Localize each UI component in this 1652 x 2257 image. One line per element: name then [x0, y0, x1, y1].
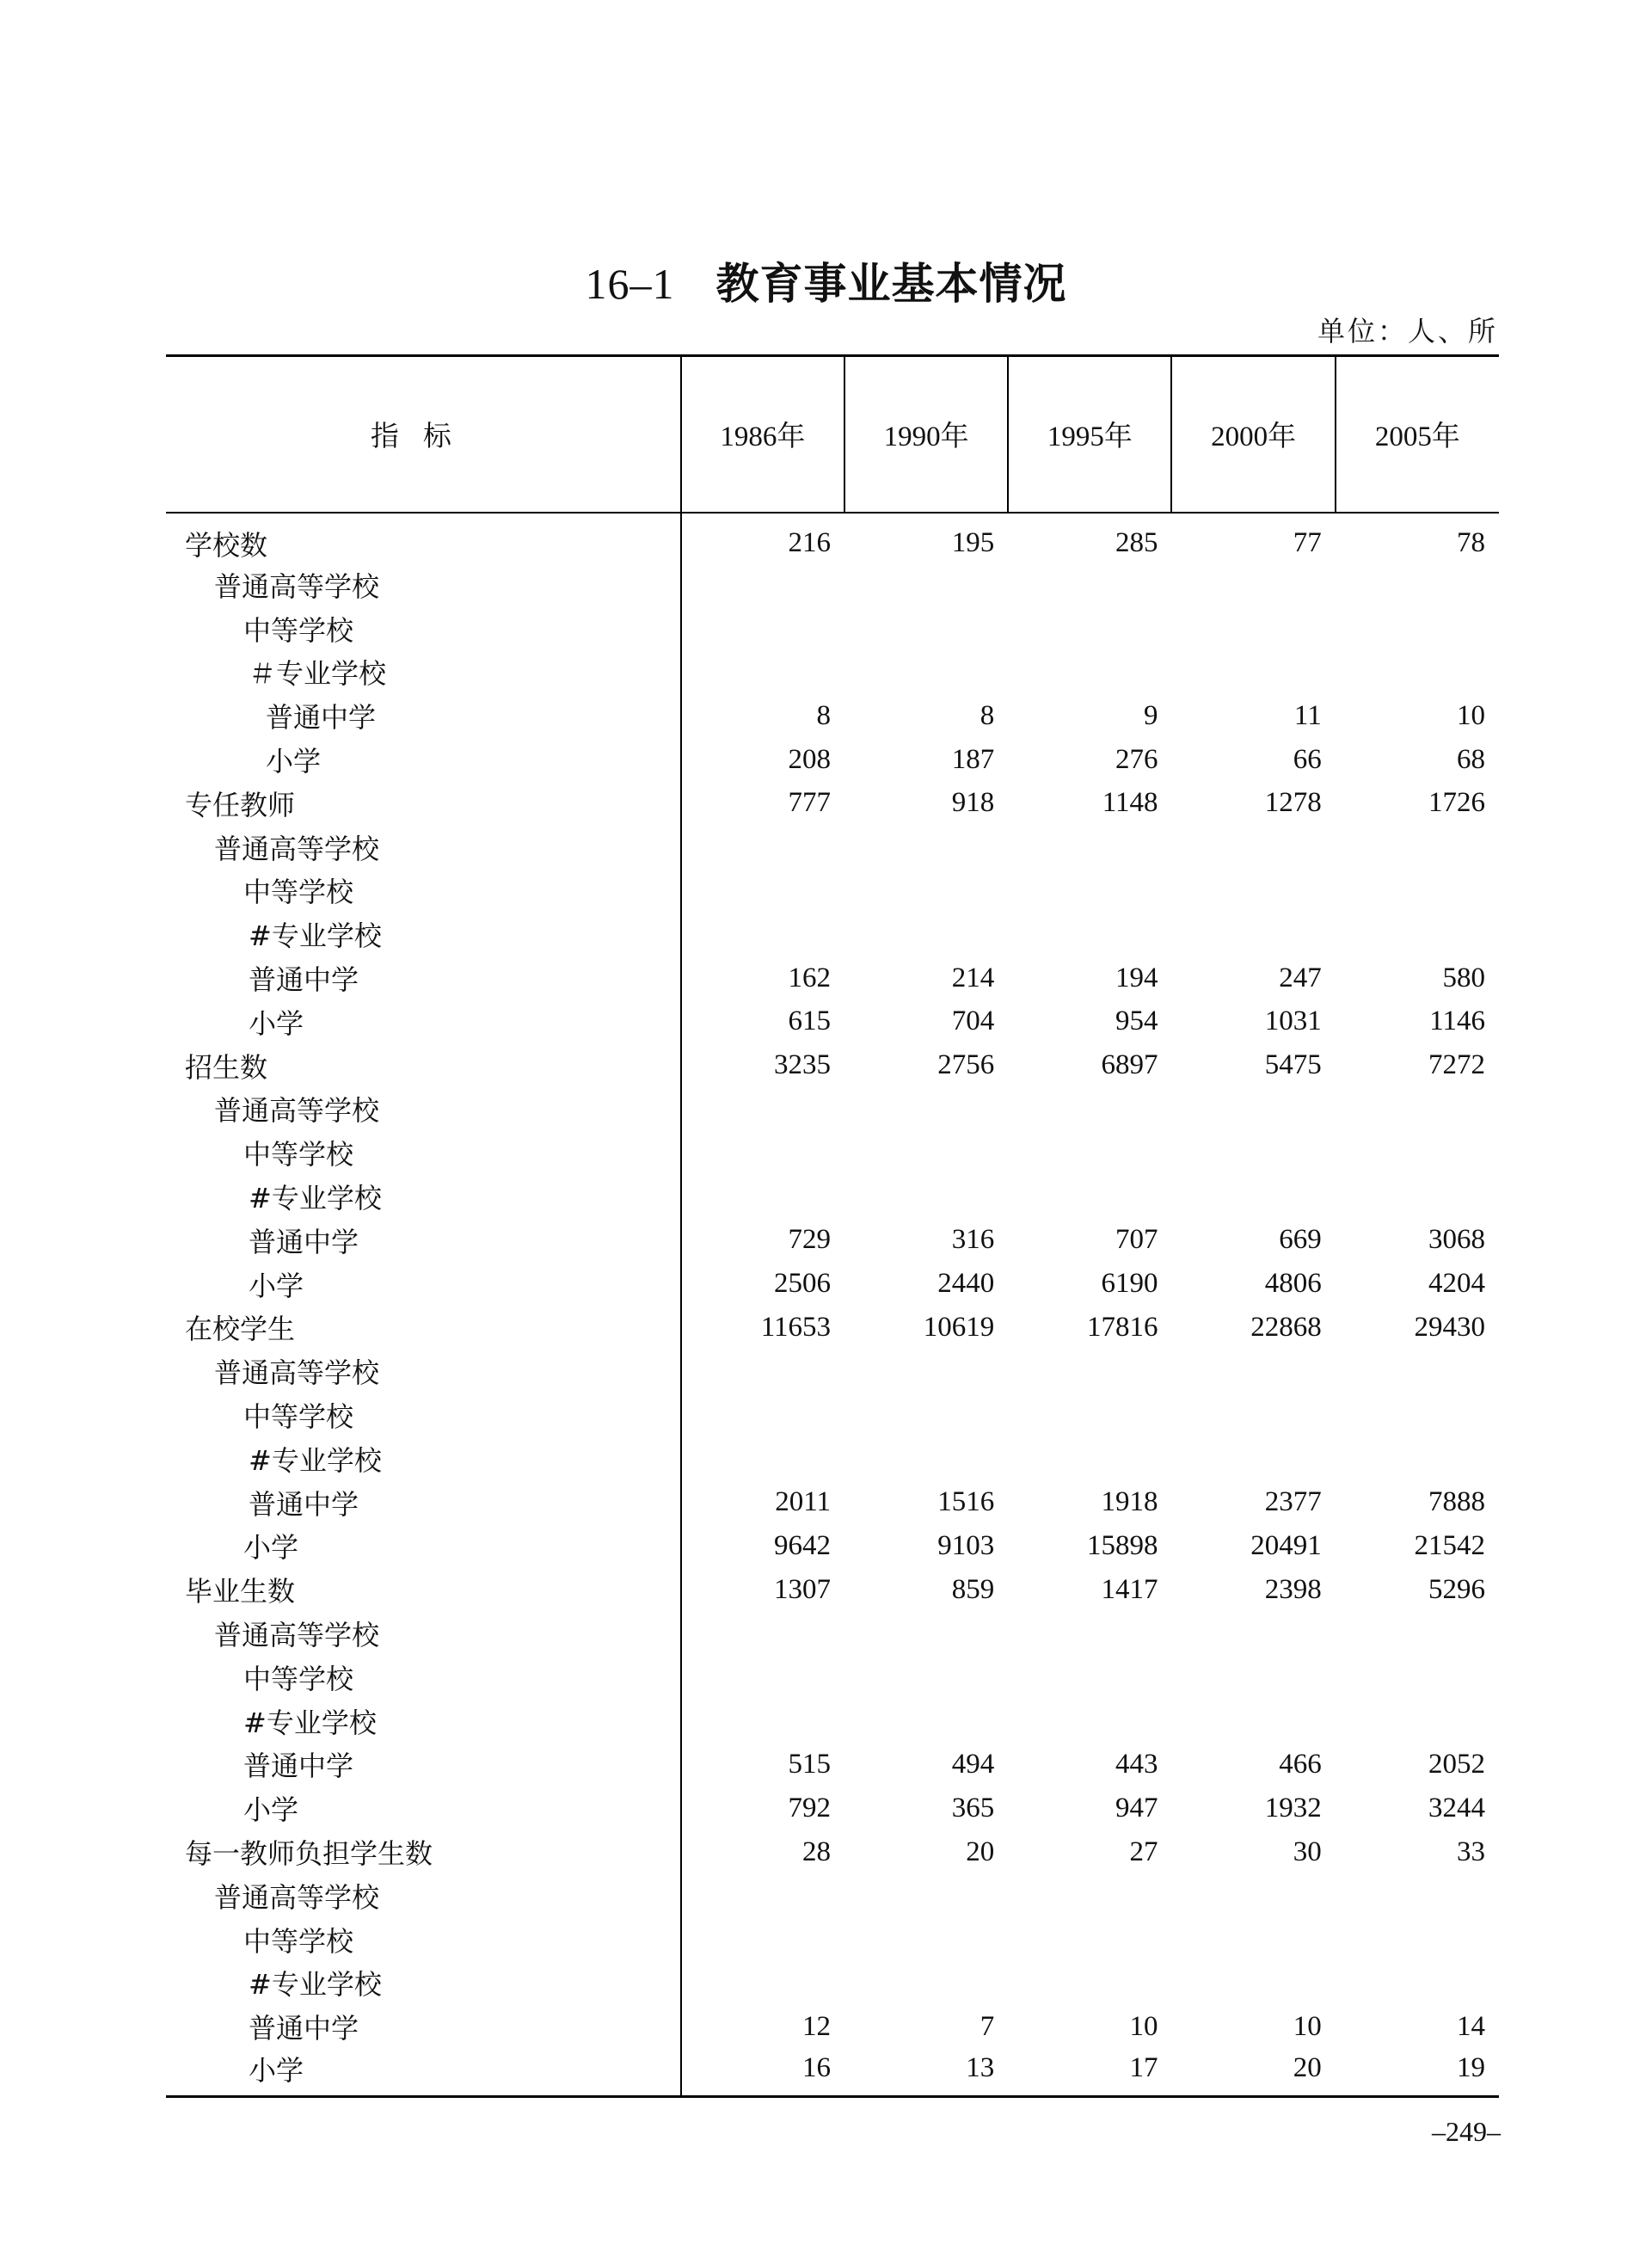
- cell-value: 859: [951, 1573, 995, 1605]
- table-number: 16–1: [585, 260, 675, 308]
- table-row: [166, 606, 1499, 650]
- cell-value: 20491: [1250, 1529, 1322, 1561]
- cell-value: [681, 1699, 844, 1743]
- table-row: [166, 1655, 1499, 1699]
- table-row: [166, 999, 1499, 1043]
- table-row: [166, 869, 1499, 913]
- cell-value: 1932: [1264, 1792, 1322, 1823]
- table-row: [166, 1306, 1499, 1350]
- cell-value: [1171, 825, 1335, 869]
- table-row: [166, 738, 1499, 782]
- cell-value: 187: [951, 743, 995, 775]
- table-row: [166, 1218, 1499, 1262]
- cell-value: 365: [951, 1792, 995, 1823]
- page-number: –249–: [1432, 2116, 1501, 2147]
- cell-value: 247: [1279, 962, 1322, 993]
- cell-value: [1008, 1087, 1171, 1131]
- cell-value: [681, 1087, 844, 1131]
- cell-value: 4204: [1428, 1268, 1485, 1300]
- cell-value: [1008, 825, 1171, 869]
- cell-value: 29430: [1414, 1311, 1485, 1343]
- table-row: [166, 1175, 1499, 1219]
- row-label: 毕业生数: [166, 1568, 681, 1612]
- cell-value: 8: [816, 699, 831, 731]
- cell-value: 4806: [1264, 1268, 1322, 1300]
- row-label: 每一教师负担学生数: [166, 1830, 681, 1874]
- cell-value: [1171, 1961, 1335, 2005]
- cell-value: [681, 1436, 844, 1480]
- cell-value: 792: [788, 1792, 831, 1823]
- cell-value: [1171, 1350, 1335, 1393]
- row-label: #专业学校: [166, 1961, 681, 2005]
- cell-value: [844, 1436, 1008, 1480]
- row-label: #专业学校: [166, 913, 681, 956]
- table-row: [166, 2005, 1499, 2049]
- cell-value: [844, 650, 1008, 694]
- row-label: 中等学校: [166, 1131, 681, 1175]
- cell-value: [1008, 606, 1171, 650]
- cell-value: 1726: [1428, 787, 1485, 819]
- row-label: 普通中学: [166, 1218, 681, 1262]
- cell-value: [681, 1655, 844, 1699]
- cell-value: 10: [1129, 2010, 1158, 2042]
- cell-value: [1336, 913, 1499, 956]
- cell-value: 1146: [1429, 1006, 1485, 1037]
- table-row: [166, 913, 1499, 956]
- table-row: [166, 1699, 1499, 1743]
- row-label: 普通中学: [166, 1743, 681, 1787]
- cell-value: 1278: [1264, 787, 1322, 819]
- cell-value: [681, 913, 844, 956]
- cell-value: 78: [1457, 527, 1485, 558]
- table-row: [166, 694, 1499, 738]
- cell-value: [1008, 650, 1171, 694]
- cell-value: [1171, 1612, 1335, 1656]
- cell-value: 466: [1279, 1748, 1322, 1780]
- cell-value: [1008, 1131, 1171, 1175]
- header-indicator: 指标: [166, 356, 681, 513]
- cell-value: 443: [1115, 1748, 1158, 1780]
- cell-value: [1171, 563, 1335, 607]
- cell-value: [1171, 1699, 1335, 1743]
- cell-value: 13: [844, 2049, 1008, 2097]
- cell-value: 615: [788, 1006, 831, 1037]
- cell-value: 494: [951, 1748, 995, 1780]
- cell-value: [1171, 1393, 1335, 1437]
- table-row: [166, 825, 1499, 869]
- table-row: [166, 563, 1499, 607]
- cell-value: [1008, 1873, 1171, 1917]
- cell-value: [1336, 1131, 1499, 1175]
- cell-value: [1008, 1612, 1171, 1656]
- table-row: [166, 1043, 1499, 1087]
- table-row: [166, 1873, 1499, 1917]
- cell-value: 9103: [937, 1529, 995, 1561]
- cell-value: 918: [951, 787, 995, 819]
- cell-value: 2440: [937, 1268, 995, 1300]
- cell-value: 947: [1115, 1792, 1158, 1823]
- cell-value: [1336, 1699, 1499, 1743]
- table-row: [166, 1612, 1499, 1656]
- cell-value: 5475: [1264, 1049, 1322, 1081]
- cell-value: 3244: [1428, 1792, 1485, 1823]
- cell-value: [844, 869, 1008, 913]
- cell-value: [1008, 563, 1171, 607]
- cell-value: [681, 825, 844, 869]
- cell-value: [681, 650, 844, 694]
- cell-value: 6897: [1101, 1049, 1158, 1081]
- table-row: [166, 1480, 1499, 1524]
- row-label: 普通高等学校: [166, 1350, 681, 1393]
- row-label: 学校数: [166, 513, 681, 563]
- cell-value: [844, 1961, 1008, 2005]
- cell-value: [844, 1393, 1008, 1437]
- cell-value: 216: [788, 527, 831, 558]
- header-row: [166, 356, 1499, 513]
- cell-value: [844, 913, 1008, 956]
- cell-value: 194: [1115, 962, 1158, 993]
- row-label: ＃专业学校: [166, 650, 681, 694]
- header-year: 1990年: [844, 356, 1008, 513]
- cell-value: [1171, 913, 1335, 956]
- cell-value: [1171, 1087, 1335, 1131]
- cell-value: [1171, 1873, 1335, 1917]
- cell-value: 16: [681, 2049, 844, 2097]
- cell-value: [681, 606, 844, 650]
- cell-value: 12: [802, 2010, 831, 2042]
- cell-value: [844, 606, 1008, 650]
- cell-value: [844, 1131, 1008, 1175]
- cell-value: [1171, 1655, 1335, 1699]
- cell-value: 276: [1115, 743, 1158, 775]
- cell-value: [1171, 1131, 1335, 1175]
- cell-value: [1171, 650, 1335, 694]
- row-label: 中等学校: [166, 606, 681, 650]
- cell-value: [681, 1393, 844, 1437]
- table-row: [166, 956, 1499, 1000]
- cell-value: [681, 1131, 844, 1175]
- cell-value: 580: [1442, 962, 1485, 993]
- table-row: [166, 781, 1499, 825]
- cell-value: [1336, 1393, 1499, 1437]
- cell-value: [681, 1175, 844, 1219]
- cell-value: [1336, 1612, 1499, 1656]
- cell-value: [1008, 869, 1171, 913]
- cell-value: 68: [1457, 743, 1485, 775]
- unit-label: 单位：人、所: [1317, 315, 1498, 347]
- table-row: [166, 2049, 1499, 2097]
- cell-value: [681, 1873, 844, 1917]
- row-label: 普通中学: [166, 2005, 681, 2049]
- table-row: [166, 1350, 1499, 1393]
- cell-value: 2398: [1264, 1573, 1322, 1605]
- cell-value: [681, 1961, 844, 2005]
- cell-value: 11: [1293, 699, 1322, 731]
- table-row: [166, 1436, 1499, 1480]
- row-label: 小学: [166, 1524, 681, 1568]
- row-label: 普通高等学校: [166, 825, 681, 869]
- cell-value: [1008, 1436, 1171, 1480]
- cell-value: [1336, 1350, 1499, 1393]
- row-label: 小学: [166, 1787, 681, 1830]
- row-label: 普通高等学校: [166, 563, 681, 607]
- row-label: 普通中学: [166, 956, 681, 1000]
- table-row: [166, 1830, 1499, 1874]
- cell-value: 17: [1008, 2049, 1171, 2097]
- cell-value: 704: [951, 1006, 995, 1037]
- table-row: [166, 1568, 1499, 1612]
- cell-value: 77: [1293, 527, 1322, 558]
- cell-value: [844, 1612, 1008, 1656]
- cell-value: 1417: [1101, 1573, 1158, 1605]
- table-row: [166, 1087, 1499, 1131]
- table-row: [166, 1743, 1499, 1787]
- cell-value: 3068: [1428, 1224, 1485, 1256]
- cell-value: [1336, 869, 1499, 913]
- cell-value: 1516: [937, 1486, 995, 1518]
- cell-value: 729: [788, 1224, 831, 1256]
- cell-value: [1008, 1350, 1171, 1393]
- row-label: 普通高等学校: [166, 1873, 681, 1917]
- cell-value: 21542: [1414, 1529, 1485, 1561]
- cell-value: 10: [1293, 2010, 1322, 2042]
- table-row: [166, 1393, 1499, 1437]
- cell-value: 2756: [937, 1049, 995, 1081]
- cell-value: 7: [980, 2010, 995, 2042]
- cell-value: [1171, 606, 1335, 650]
- cell-value: 1918: [1101, 1486, 1158, 1518]
- row-label: 中等学校: [166, 1917, 681, 1961]
- cell-value: 214: [951, 962, 995, 993]
- cell-value: [1336, 606, 1499, 650]
- cell-value: [844, 563, 1008, 607]
- cell-value: [1008, 1655, 1171, 1699]
- cell-value: [1336, 1175, 1499, 1219]
- table-row: [166, 1524, 1499, 1568]
- cell-value: 9: [1143, 699, 1158, 731]
- header-year: 2005年: [1336, 356, 1499, 513]
- cell-value: 285: [1115, 527, 1158, 558]
- cell-value: [844, 1917, 1008, 1961]
- cell-value: 316: [951, 1224, 995, 1256]
- cell-value: [1336, 1917, 1499, 1961]
- cell-value: 7272: [1428, 1049, 1485, 1081]
- cell-value: [844, 1350, 1008, 1393]
- table-row: [166, 513, 1499, 563]
- statistics-table: [166, 354, 1499, 2098]
- table-row: [166, 1961, 1499, 2005]
- row-label: #专业学校: [166, 1175, 681, 1219]
- cell-value: [681, 1350, 844, 1393]
- cell-value: [1336, 1436, 1499, 1480]
- cell-value: [844, 1699, 1008, 1743]
- cell-value: [844, 1873, 1008, 1917]
- table-body: [166, 513, 1499, 2097]
- cell-value: 6190: [1101, 1268, 1158, 1300]
- cell-value: [1336, 563, 1499, 607]
- cell-value: 195: [951, 527, 995, 558]
- header-year: 1995年: [1008, 356, 1171, 513]
- row-label: #专业学校: [166, 1436, 681, 1480]
- cell-value: 33: [1457, 1836, 1485, 1867]
- cell-value: 954: [1115, 1006, 1158, 1037]
- cell-value: [1336, 1961, 1499, 2005]
- page-title: [0, 249, 1652, 311]
- row-label: 中等学校: [166, 1393, 681, 1437]
- cell-value: [1171, 1175, 1335, 1219]
- cell-value: 20: [966, 1836, 995, 1867]
- cell-value: [1336, 1087, 1499, 1131]
- cell-value: 17816: [1086, 1311, 1158, 1343]
- cell-value: [1336, 1873, 1499, 1917]
- cell-value: [681, 1917, 844, 1961]
- cell-value: [1171, 869, 1335, 913]
- cell-value: 10: [1457, 699, 1485, 731]
- cell-value: 3235: [774, 1049, 831, 1081]
- cell-value: [844, 825, 1008, 869]
- table-row: [166, 1262, 1499, 1306]
- cell-value: [1171, 1917, 1335, 1961]
- table-row: [166, 650, 1499, 694]
- cell-value: 2052: [1428, 1748, 1485, 1780]
- row-label: 普通中学: [166, 694, 681, 738]
- row-label: 专任教师: [166, 781, 681, 825]
- cell-value: 10619: [923, 1311, 995, 1343]
- cell-value: 27: [1129, 1836, 1158, 1867]
- cell-value: 707: [1115, 1224, 1158, 1256]
- row-label: 普通高等学校: [166, 1612, 681, 1656]
- cell-value: 777: [788, 787, 831, 819]
- cell-value: 669: [1279, 1224, 1322, 1256]
- cell-value: [681, 1612, 844, 1656]
- cell-value: [1008, 1175, 1171, 1219]
- cell-value: [844, 1087, 1008, 1131]
- cell-value: 2011: [775, 1486, 831, 1518]
- cell-value: 11653: [760, 1311, 831, 1343]
- cell-value: 28: [802, 1836, 831, 1867]
- cell-value: 162: [788, 962, 831, 993]
- cell-value: 19: [1336, 2049, 1499, 2097]
- cell-value: 5296: [1428, 1573, 1485, 1605]
- cell-value: [844, 1655, 1008, 1699]
- row-label: 中等学校: [166, 1655, 681, 1699]
- cell-value: 8: [980, 699, 995, 731]
- cell-value: 14: [1457, 2010, 1485, 2042]
- cell-value: [1008, 1917, 1171, 1961]
- cell-value: [844, 1175, 1008, 1219]
- cell-value: [1008, 1393, 1171, 1437]
- header-year: 1986年: [681, 356, 844, 513]
- row-label: 普通高等学校: [166, 1087, 681, 1131]
- row-label: 中等学校: [166, 869, 681, 913]
- cell-value: [1336, 1655, 1499, 1699]
- cell-value: 1148: [1102, 787, 1158, 819]
- row-label: 小学: [166, 2049, 681, 2097]
- row-label: 小学: [166, 1262, 681, 1306]
- cell-value: 30: [1293, 1836, 1322, 1867]
- cell-value: 66: [1293, 743, 1322, 775]
- cell-value: [1336, 825, 1499, 869]
- row-label: 在校学生: [166, 1306, 681, 1350]
- cell-value: [1008, 1699, 1171, 1743]
- row-label: 小学: [166, 999, 681, 1043]
- header-year: 2000年: [1171, 356, 1335, 513]
- cell-value: 2506: [774, 1268, 831, 1300]
- cell-value: 15898: [1086, 1529, 1158, 1561]
- cell-value: 515: [788, 1748, 831, 1780]
- cell-value: 208: [788, 743, 831, 775]
- cell-value: 1307: [774, 1573, 831, 1605]
- row-label: 普通中学: [166, 1480, 681, 1524]
- cell-value: [681, 869, 844, 913]
- cell-value: 9642: [774, 1529, 831, 1561]
- cell-value: [1336, 650, 1499, 694]
- cell-value: 20: [1171, 2049, 1335, 2097]
- row-label: #专业学校: [166, 1699, 681, 1743]
- table-row: [166, 1131, 1499, 1175]
- cell-value: 22868: [1250, 1311, 1322, 1343]
- row-label: 小学: [166, 738, 681, 782]
- table-title: 教育事业基本情况: [715, 258, 1067, 309]
- cell-value: [1008, 913, 1171, 956]
- cell-value: [681, 563, 844, 607]
- cell-value: 2377: [1264, 1486, 1322, 1518]
- cell-value: 7888: [1428, 1486, 1485, 1518]
- cell-value: 1031: [1264, 1006, 1322, 1037]
- table-row: [166, 1917, 1499, 1961]
- table-row: [166, 1787, 1499, 1830]
- cell-value: [1008, 1961, 1171, 2005]
- cell-value: [1171, 1436, 1335, 1480]
- row-label: 招生数: [166, 1043, 681, 1087]
